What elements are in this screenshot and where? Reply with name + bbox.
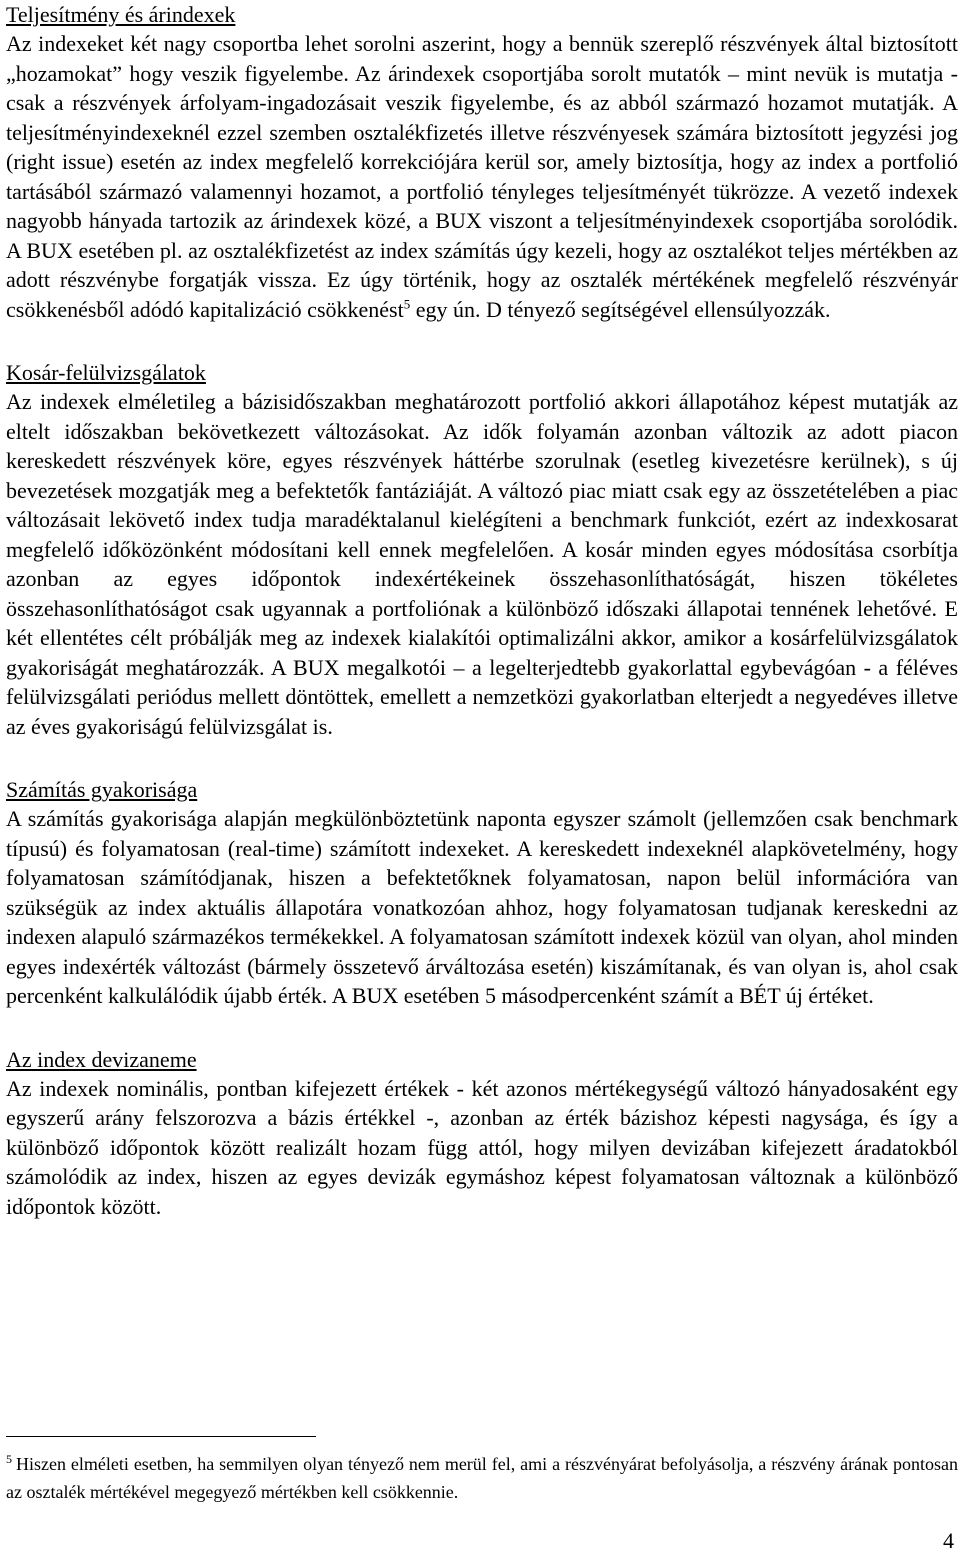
footnote-reference[interactable]: 5	[403, 296, 411, 312]
section-heading: Számítás gyakorisága	[6, 777, 198, 802]
footnote	[6, 1450, 958, 1506]
section-heading: Teljesítmény és árindexek	[6, 2, 236, 27]
section-calculation-frequency	[6, 775, 958, 1011]
section-paragraph: Az indexek nominális, pontban kifejezett értékek - két azonos mértékegységű változó hányadosaként egy egyszerű arány felszorozva a bázis értékkel -, azonban az érték bázishoz képesti nagysága, és így a különböző időpontok között realizált hozam függ attól, hogy milyen devizában kifejezett áradatokból számolódik az index, hiszen az egyes devizák egymáshoz képest folyamatosan változnak a különböző időpontok között.	[6, 1075, 958, 1219]
section-index-currency	[6, 1045, 958, 1222]
footnote-separator	[6, 1436, 316, 1437]
section-basket-reviews	[6, 358, 958, 741]
section-paragraph: A számítás gyakorisága alapján megkülönböztetünk naponta egyszer számolt (jellemzően csak benchmark típusú) és folyamatosan (real-time) számított indexeket. A kereskedett indexeknél alapkövetelmény, hogy folyamatosan számítódjanak, hiszen a befektetőknek folyamatosan, napon belül információra van szükségük az index aktuális állapotára vonatkozóan ahhoz, hogy folyamatosan tudjanak kereskedni az indexen alapuló származékos termékekkel. A folyamatosan számított indexek közül van olyan, ahol minden egyes indexérték változást (bármely összetevő árváltozása esetén) kiszámítanak, és van olyan is, ahol csak percenként kalkulálódik újabb érték. A BUX esetében 5 másodpercenként számít a BÉT új értéket.	[6, 806, 958, 1008]
section-heading: Kosár-felülvizsgálatok	[6, 360, 206, 385]
page-number: 4	[943, 1528, 954, 1553]
section-performance-and-price-indices	[6, 0, 958, 324]
footnote-mark: 5	[6, 1452, 12, 1466]
document-page	[6, 0, 958, 1221]
section-paragraph	[6, 29, 958, 324]
paragraph-text-continued: egy ún. D tényező segítségével ellensúlyozzák.	[410, 296, 831, 322]
section-paragraph: Az indexek elméletileg a bázisidőszakban meghatározott portfolió akkori állapotához képest mutatják az eltelt időszakban bekövetkezett változásokat. Az idők folyamán azonban változik az adott piacon kereskedett részvények köre, egyes részvények háttérbe szorulnak (esetleg kivezetésre kerülnek), s új bevezetések mozgatják meg a befektetők fantáziáját. A változó piac miatt csak egy az összetételében a piac változásait lekövető index tudja maradéktalanul kielégíteni a benchmark funkciót, ezért az indexkosarat megfelelő időközönként módosítani kell ennek megfelelően. A kosár minden egyes módosítása csorbítja azonban az egyes időpontok indexértékeinek összehasonlíthatóságát, hiszen tökéletes összehasonlíthatóságot csak ugyannak a portfoliónak a különböző időszaki állapotai tennének lehetővé. E két ellentétes célt próbálják meg az indexek kialakítói optimalizálni akkor, amikor a kosárfelülvizsgálatok gyakoriságát meghatározzák. A BUX megalkotói – a legelterjedtebb gyakorlattal egybevágóan - a féléves felülvizsgálati periódus mellett döntöttek, emellett a nemzetközi gyakorlatban elterjedt a negyedéves illetve az éves gyakoriságú felülvizsgálat is.	[6, 389, 958, 739]
footnote-text: Hiszen elméleti esetben, ha semmilyen olyan tényező nem merül fel, ami a részvényárat befolyásolja, a részvény árának pontosan az osztalék mértékével megegyező mértékben kell csökkennie.	[6, 1454, 958, 1502]
paragraph-text: Az indexeket két nagy csoportba lehet sorolni aszerint, hogy a bennük szereplő részvények által biztosított „hozamokat” hogy veszik figyelembe. Az árindexek csoportjába sorolt mutatók – mint nevük is mutatja - csak a részvények árfolyam-ingadozásait veszik figyelembe, és az abból származó hozamot mutatják. A teljesítményindexeknél ezzel szemben osztalékfizetés illetve részvényesek számára biztosított jegyzési jog (right issue) esetén az index megfelelő korrekciójára kerül sor, amely biztosítja, hogy az index a portfolió tartásából származó valamennyi hozamot, a portfolió tényleges teljesítményét tükrözze. A vezető indexek nagyobb hányada tartozik az árindexek közé, a BUX viszont a teljesítményindexek csoportjába sorolódik. A BUX esetében pl. az osztalékfizetést az index számítás úgy kezeli, hogy az osztalékot teljes mértékben az adott részvénybe forgatják vissza. Ez úgy történik, hogy az osztalék mértékének megfelelő részvényár csökkenésből adódó kapitalizáció csökkenést	[6, 31, 958, 322]
section-heading: Az index devizaneme	[6, 1046, 197, 1072]
